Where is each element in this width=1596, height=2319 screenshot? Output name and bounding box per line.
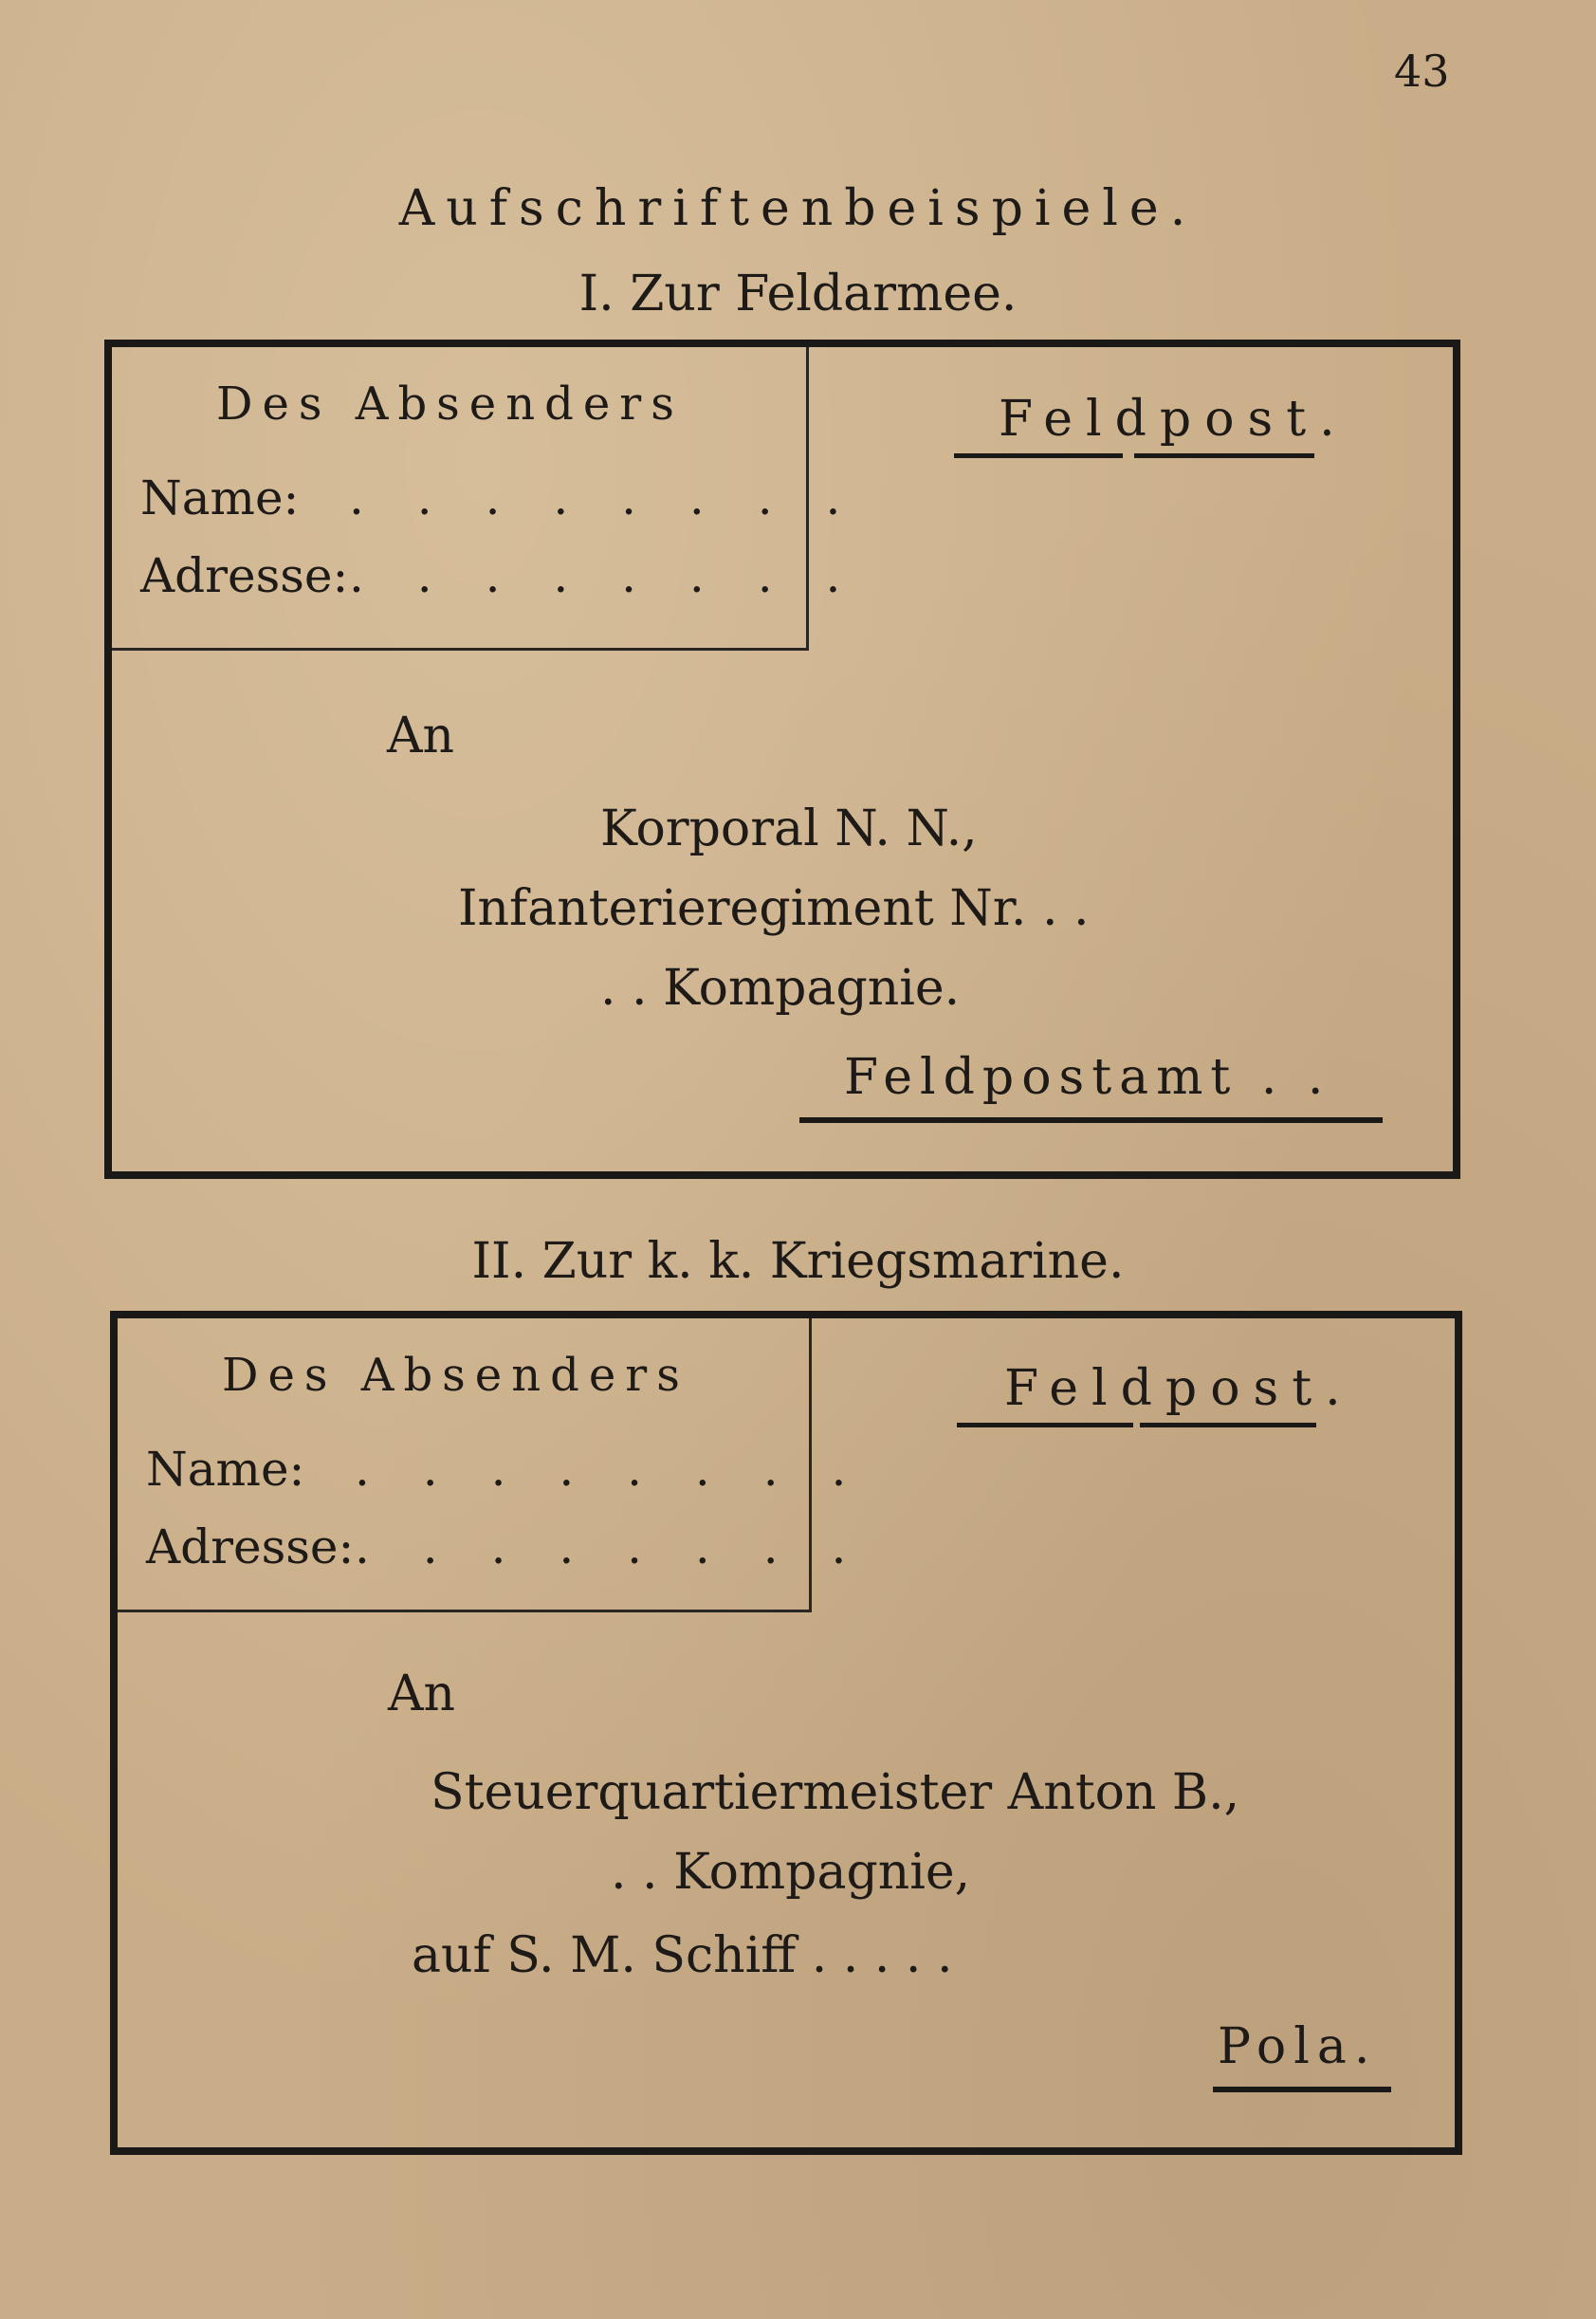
recipient-line2: Infanterieregiment Nr. . . (458, 880, 1090, 937)
envelope-feldarmee (104, 340, 1460, 1179)
recipient-line4: Feldpostamt . . (844, 1049, 1331, 1106)
address-dots: . . . . . . . . (355, 1519, 866, 1574)
name-row (146, 1442, 865, 1497)
feldpost-rule-right (1134, 453, 1314, 458)
recipient-line3: auf S. M. Schiff . . . . . (412, 1927, 953, 1984)
recipient-line2: . . Kompagnie, (611, 1844, 971, 1901)
recipient-underline (799, 1117, 1383, 1123)
feldpost-rule-left (957, 1423, 1133, 1427)
page-title: Aufschriftenbeispiele. (398, 180, 1198, 237)
name-row (140, 470, 859, 525)
address-label: Adresse: (146, 1519, 355, 1574)
recipient-line4: Pola. (1218, 2018, 1378, 2075)
an-label: An (387, 708, 455, 764)
address-row (140, 548, 859, 603)
feldpost-label: Feldpost. (999, 391, 1348, 448)
envelope-kriegsmarine (110, 1311, 1462, 2155)
name-label: Name: (140, 470, 300, 525)
sender-title: Des Absenders (222, 1349, 689, 1402)
recipient-line1: Steuerquartiermeister Anton B., (431, 1764, 1240, 1821)
sender-box (118, 1318, 866, 1612)
recipient-line3: . . Kompagnie. (600, 960, 961, 1017)
address-label: Adresse: (140, 548, 349, 603)
sender-box (112, 347, 860, 651)
section2-heading: II. Zur k. k. Kriegsmarine. (471, 1233, 1125, 1290)
an-label: An (388, 1666, 456, 1722)
address-row (146, 1519, 865, 1574)
sender-title: Des Absenders (216, 377, 684, 431)
recipient-underline (1213, 2087, 1391, 2092)
address-dots: . . . . . . . . (349, 548, 860, 603)
feldpost-label: Feldpost. (1004, 1360, 1354, 1417)
feldpost-rule-left (954, 453, 1123, 458)
section1-heading: I. Zur Feldarmee. (578, 266, 1018, 322)
name-label: Name: (146, 1442, 305, 1497)
page-number: 43 (1394, 46, 1450, 97)
name-dots: . . . . . . . . (355, 1442, 866, 1497)
feldpost-rule-right (1140, 1423, 1316, 1427)
name-dots: . . . . . . . . (349, 470, 860, 525)
recipient-line1: Korporal N. N., (600, 801, 978, 857)
